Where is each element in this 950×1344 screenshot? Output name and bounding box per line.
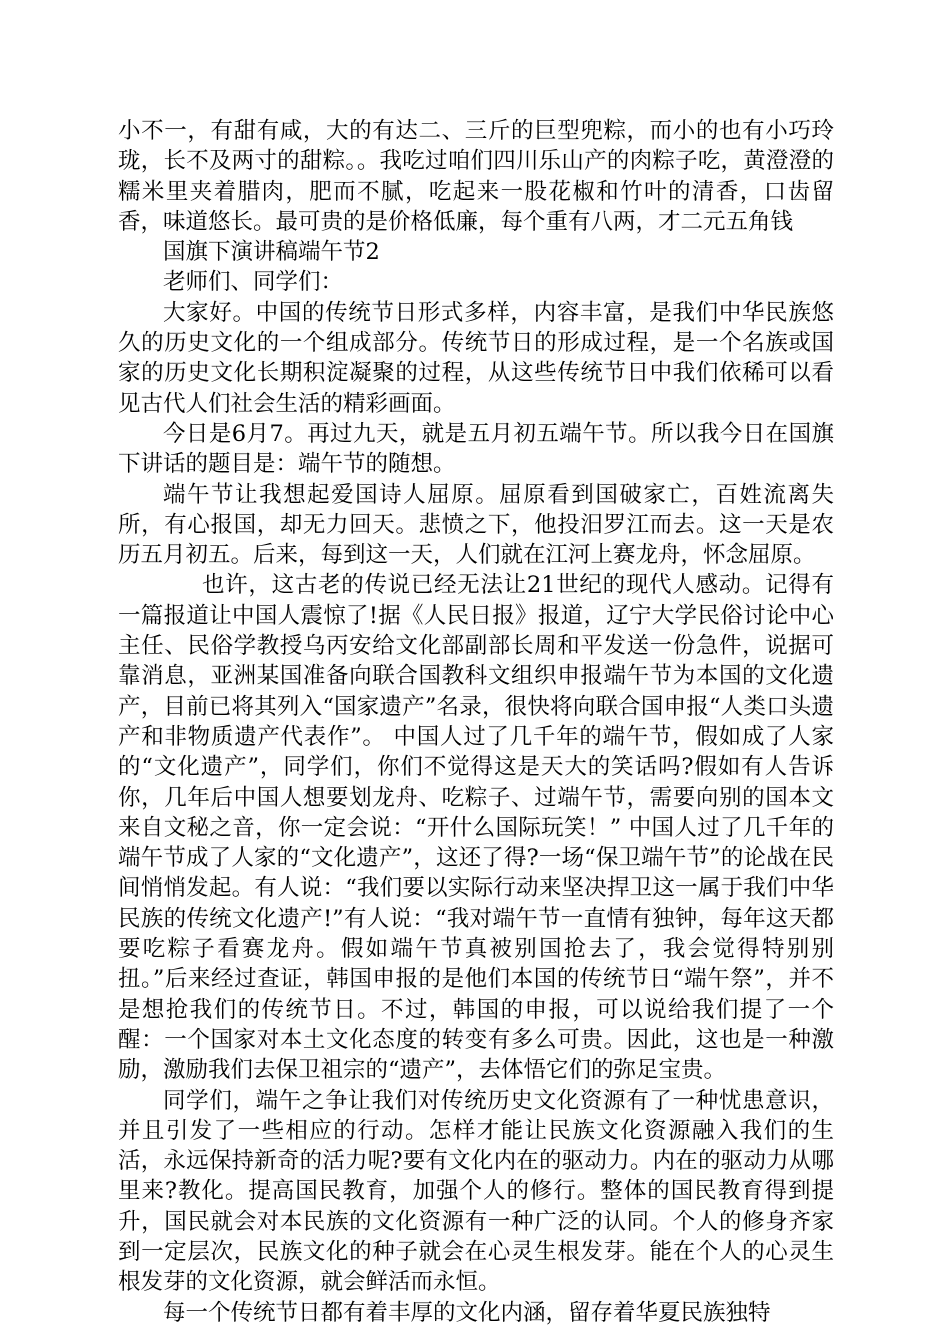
paragraph-date-topic: 今日是6月7。再过九天，就是五月初五端午节。所以我今日在国旗下讲话的题目是：端午节的随想。: [118, 420, 834, 478]
paragraph-traditional-festivals: 每一个传统节日都有着丰厚的文化内涵，留存着华夏民族独特: [163, 1299, 771, 1326]
paragraph-heritage-debate: 也许，这古老的传说已经无法让21世纪的现代人感动。记得有一篇报道让中国人震惊了!据《人民日报》报道，辽宁大学民俗讨论中心主任、民俗学教授乌丙安给文化部副部长周和平发送一份急件，说据可靠消息，亚洲某国准备向联合国教科文组织申报端午节为本国的文化遗产，目前已将其列入“国家遗产”名录，很快将向联合国申报“人类口头遗产和非物质遗产代表作”。 中国人过了几千年的端午节，假如成了人家的“文化遗产”，同学们，你们不觉得这是天大的笑话吗?假如有人告诉你，几年后中国人想要划龙舟、吃粽子、过端午节，需要向别的国本文来自文秘之音，你一定会说：“开什么国际玩笑！” 中国人过了几千年的端午节成了人家的“文化遗产”，这还了得?一场“保卫端午节”的论战在民间悄悄发起。有人说：“我们要以实际行动来坚决捍卫这一属于我们中华民族的传统文化遗产!”有人说：“我对端午节一直情有独钟，每年这天都要吃粽子看赛龙舟。假如端午节真被别国抢去了，我会觉得特别别扭。”后来经过查证，韩国申报的是他们本国的传统节日“端午祭”，并不是想抢我们的传统节日。不过，韩国的申报，可以说给我们提了一个醒：一个国家对本土文化态度的转变有多么可贵。因此，这也是一种激励，激励我们去保卫祖宗的“遗产”，去体悟它们的弥足宝贵。: [118, 572, 834, 1084]
document-body: [118, 116, 834, 1328]
paragraph-zongzi-description: 小不一，有甜有咸，大的有达二、三斤的巨型兜粽，而小的也有小巧玲珑，长不及两寸的甜粽。。我吃过咱们四川乐山产的肉粽子吃，黄澄澄的糯米里夹着腊肉，肥而不腻，吃起来一股花椒和竹叶的清香，口齿留香，味道悠长。最可贵的是价格低廉，每个重有八两，才二元五角钱: [118, 118, 834, 235]
paragraph-cultural-awareness: 同学们，端午之争让我们对传统历史文化资源有了一种忧患意识，并且引发了一些相应的行动。怎样才能让民族文化资源融入我们的生活，永远保持新奇的活力呢?要有文化内在的驱动力。内在的驱动力从哪里来?教化。提高国民教育，加强个人的修行。整体的国民教育得到提升，国民就会对本民族的文化资源有一种广泛的认同。个人的修身齐家到一定层次，民族文化的种子就会在心灵生根发芽。能在个人的心灵生根发芽的文化资源，就会鲜活而永恒。: [118, 1087, 834, 1296]
speech-salutation: 老师们、同学们：: [163, 269, 344, 296]
paragraph-qu-yuan: 端午节让我想起爱国诗人屈原。屈原看到国破家亡，百姓流离失所，有心报国，却无力回天。悲愤之下，他投汨罗江而去。这一天是农历五月初五。后来，每到这一天，人们就在江河上赛龙舟，怀念屈原。: [118, 481, 834, 569]
speech-title: 国旗下演讲稿端午节2: [163, 239, 380, 266]
paragraph-greeting: 大家好。中国的传统节日形式多样，内容丰富，是我们中华民族悠久的历史文化的一个组成部分。传统节日的形成过程，是一个名族或国家的历史文化长期积淀凝聚的过程，从这些传统节日中我们依稀可以看见古代人们社会生活的精彩画面。: [118, 299, 834, 417]
